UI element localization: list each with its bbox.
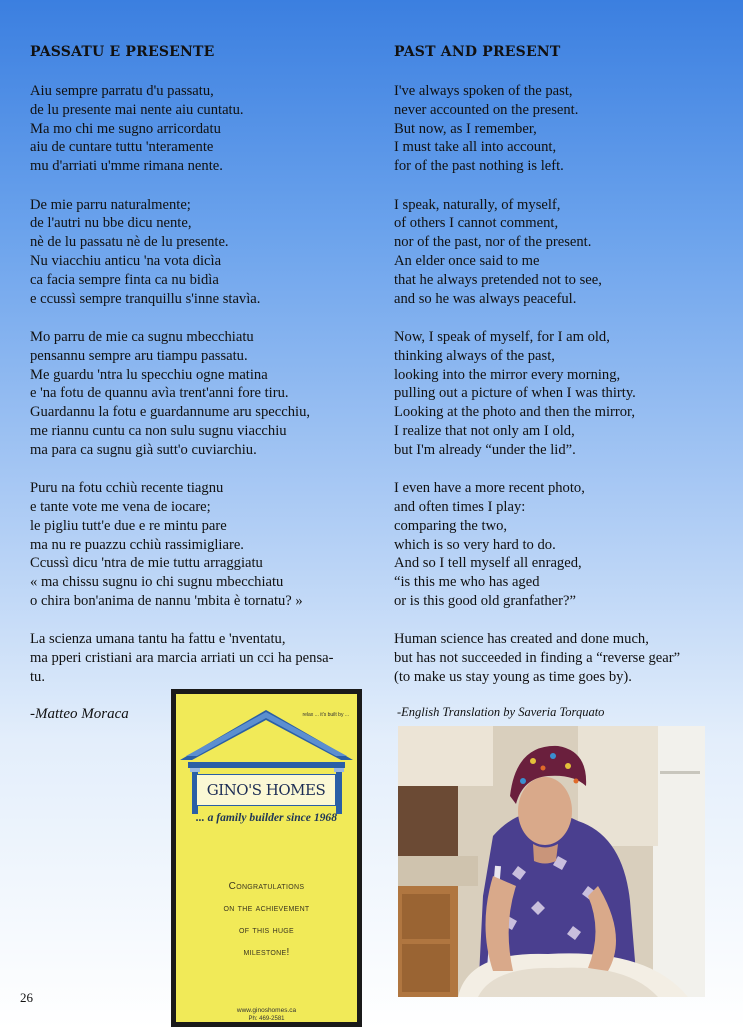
ad-phone: Ph: 469-2581	[248, 1016, 285, 1022]
translated-poem-title: PAST AND PRESENT	[394, 44, 561, 60]
poem-line: I realize that not only am I old,	[394, 422, 575, 439]
poem-line: comparing the two,	[394, 517, 508, 534]
poem-line: o chira bon'anima de nannu 'mbita è tornatu? »	[30, 592, 303, 609]
poem-line: ca facia sempre finta ca nu bidìa	[30, 271, 219, 288]
poem-line: La scienza umana tantu ha fattu e 'nventatu,	[30, 631, 286, 648]
poem-line: de l'autri nu bbe dicu nente,	[30, 215, 192, 232]
poem-line: but has not succeeded in finding a “reverse gear”	[394, 650, 681, 667]
poem-line: I speak, naturally, of myself,	[394, 196, 561, 213]
poem-line: nor of the past, nor of the present.	[394, 234, 592, 251]
ad-congrats-line: Congratulations	[228, 881, 305, 892]
poem-line: Ccussì dicu 'ntra de mie tuttu arraggiatu	[30, 555, 263, 572]
poem-line: which is so very hard to do.	[394, 536, 556, 553]
stanza	[394, 630, 739, 686]
poem-line: pulling out a picture of when I was thirty.	[394, 385, 636, 402]
ad-congrats-line: of this huge	[238, 925, 295, 936]
poem-line: never accounted on the present.	[394, 101, 579, 118]
ad-congratulations	[176, 876, 357, 964]
poem-line: e 'na fotu de quannu avìa trent'anni fore tiru.	[30, 385, 289, 402]
poem-line: De mie parru naturalmente;	[30, 196, 191, 213]
poem-line: that he always pretended not to see,	[394, 271, 602, 288]
poem-line: (to make us stay young as time goes by).	[394, 668, 632, 685]
poem-line: e tante vote me vena de iocare;	[30, 498, 211, 515]
poem-line: And so I tell myself all enraged,	[394, 555, 582, 572]
poem-line: of others I cannot comment,	[394, 215, 559, 232]
stanza	[394, 328, 739, 460]
poem-line: An elder once said to me	[394, 252, 540, 269]
poem-line: de lu presente mai nente aiu cuntatu.	[30, 101, 244, 118]
ad-congrats-line: milestone!	[243, 947, 290, 958]
poem-line: Me guardu 'ntra lu specchiu ogne matina	[30, 366, 268, 383]
poem-line: ma pperi cristiani ara marcia arriati un cci ha pensa-	[30, 650, 334, 667]
poem-line: or is this good old granfather?”	[394, 592, 576, 609]
poem-line: ma nu re puazzu cchiù rassimigliare.	[30, 536, 244, 553]
poem-line: thinking always of the past,	[394, 347, 555, 364]
poem-line: le pigliu tutt'e due e re mintu pare	[30, 517, 227, 534]
poem-line: Human science has created and done much,	[394, 631, 649, 648]
original-poem-title: PASSATU E PRESENTE	[30, 44, 215, 60]
poem-line: I even have a more recent photo,	[394, 480, 585, 497]
original-poem-body	[30, 82, 388, 687]
poem-line: Ma mo chi me sugno arricordatu	[30, 120, 221, 137]
stanza	[30, 82, 388, 176]
poem-line: mu d'arriati u'mme rimana nente.	[30, 158, 223, 175]
ginos-homes-ad	[171, 689, 362, 1027]
ad-congrats-line: on the achievement	[223, 903, 310, 914]
poem-line: but I'm already “under the lid”.	[394, 441, 576, 458]
poem-line: me riannu cuntu ca non sulu sugnu viacchiu	[30, 422, 287, 439]
poem-line: pensannu sempre aru tiampu passatu.	[30, 347, 248, 364]
stanza	[30, 479, 388, 611]
poem-line: I must take all into account,	[394, 139, 557, 156]
poem-line: Mo parru de mie ca sugnu mbecchiatu	[30, 328, 254, 345]
poem-line: Now, I speak of myself, for I am old,	[394, 328, 610, 345]
translation-credit: -English Translation by Saveria Torquato	[397, 705, 605, 719]
author-signature: -Matteo Moraca	[30, 706, 129, 722]
poem-line: But now, as I remember,	[394, 120, 537, 137]
poem-line: tu.	[30, 668, 45, 685]
poem-line: “is this me who has aged	[394, 574, 540, 591]
poem-line: Aiu sempre parratu d'u passatu,	[30, 83, 214, 99]
translated-poem	[394, 44, 739, 706]
poem-line: Guardannu la fotu e guardannume aru specchiu,	[30, 404, 311, 421]
stanza	[30, 630, 388, 686]
poem-line: looking into the mirror every morning,	[394, 366, 621, 383]
ad-panel	[176, 694, 357, 1022]
poem-line: for of the past nothing is left.	[394, 158, 564, 175]
stanza	[30, 196, 388, 309]
poem-line: and often times I play:	[394, 498, 526, 515]
stanza	[394, 479, 739, 611]
woman-baking-photo	[398, 726, 705, 997]
stanza	[30, 328, 388, 460]
poem-line: Puru na fotu cchiù recente tiagnu	[30, 480, 224, 497]
translated-poem-body	[394, 82, 739, 687]
ad-subtitle: ... a family builder since 1968	[195, 811, 338, 824]
poem-line: nè de lu passatu nè de lu presente.	[30, 234, 229, 251]
original-poem	[30, 44, 388, 706]
poem-line: ma para ca sugnu già sutt'o cuviarchiu.	[30, 441, 257, 458]
poem-line: aiu de cuntare tuttu 'nteramente	[30, 139, 214, 156]
ad-website: www.ginoshomes.ca	[236, 1007, 297, 1014]
poem-line: Looking at the photo and then the mirror,	[394, 404, 635, 421]
page-number: 26	[20, 990, 33, 1005]
poem-line: « ma chissu sugnu io chi sugnu mbecchiatu	[30, 574, 284, 591]
poem-line: and so he was always peaceful.	[394, 290, 577, 307]
stanza	[394, 82, 739, 176]
ad-brand-logo: GINO'S HOMES	[196, 774, 336, 806]
ad-tagline: relax ... it's built by ...	[302, 712, 349, 718]
poem-line: Nu viacchiu anticu 'na vota dicìa	[30, 252, 222, 269]
poem-line: e ccussì sempre tranquillu s'inne stavìa.	[30, 290, 261, 307]
poem-line: I've always spoken of the past,	[394, 83, 573, 99]
stanza	[394, 196, 739, 309]
